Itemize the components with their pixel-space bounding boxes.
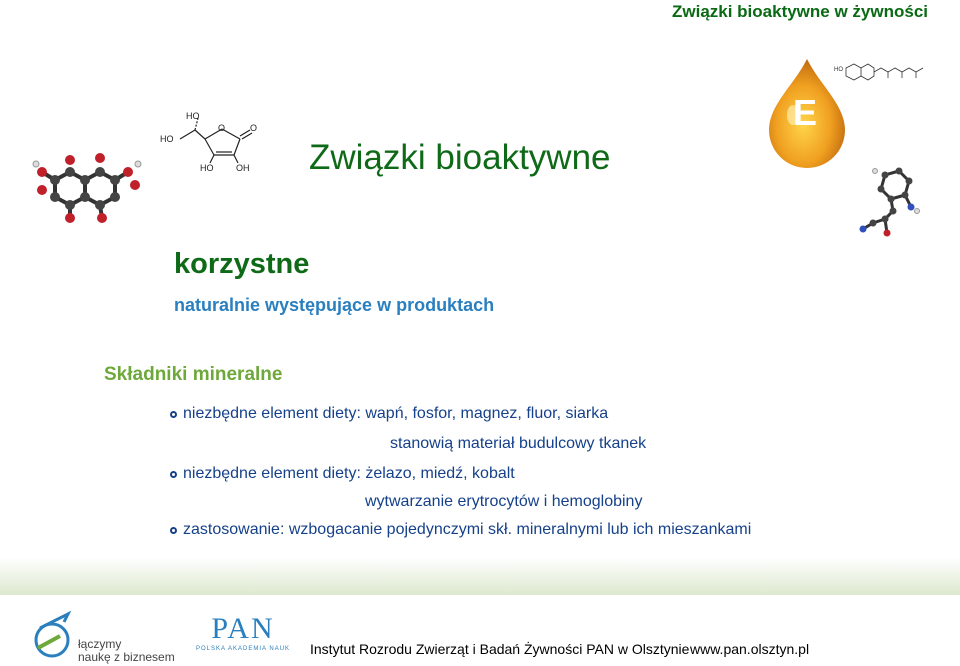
subtitle-natural: naturalnie występujące w produktach bbox=[174, 295, 495, 315]
ascorbic-acid-structure bbox=[150, 105, 265, 175]
bullet-dot-icon bbox=[170, 411, 177, 418]
laczymy-logo-icon bbox=[30, 608, 80, 660]
pan-logo-text: PAN bbox=[211, 612, 275, 645]
bullet-note-2: wytwarzanie erytrocytów i hemoglobiny bbox=[365, 493, 643, 510]
bullet-text-2: niezbędne element diety: żelazo, miedź, kobalt bbox=[183, 465, 515, 482]
footer-url[interactable]: www.pan.olsztyn.pl bbox=[690, 641, 810, 657]
bullet-dot-icon bbox=[170, 527, 177, 534]
ascorbic-label-oh: OH bbox=[236, 163, 250, 173]
tryptophan-molecule-icon bbox=[855, 165, 925, 240]
logo1-line2: naukę z biznesem bbox=[78, 650, 175, 664]
ascorbic-label-ho3: HO bbox=[200, 163, 214, 173]
logo1-text bbox=[78, 638, 175, 664]
ascorbic-label-o1: O bbox=[218, 123, 226, 133]
pan-logo bbox=[196, 612, 290, 652]
bullet-item-1 bbox=[170, 405, 608, 423]
ascorbic-label-ho1: HO bbox=[186, 111, 200, 121]
ascorbic-label-ho2: HO bbox=[160, 134, 174, 144]
tocopherol-structure bbox=[834, 62, 926, 86]
bullet-item-3 bbox=[170, 521, 751, 539]
section-heading: Składniki mineralne bbox=[104, 364, 283, 385]
subtitle-korzystne: korzystne bbox=[174, 248, 310, 280]
pan-logo-small: POLSKA AKADEMIA NAUK bbox=[196, 646, 291, 652]
vitamin-e-letter: E bbox=[793, 92, 818, 133]
header-title: Związki bioaktywne w żywności bbox=[671, 2, 928, 21]
logo1-line1: łączymy bbox=[78, 637, 122, 651]
slide-title: Związki bioaktywne bbox=[309, 138, 611, 177]
footer-band bbox=[0, 557, 960, 595]
bullet-note-1: stanowią materiał budulcowy tkanek bbox=[390, 435, 647, 452]
bullet-dot-icon bbox=[170, 471, 177, 478]
ascorbic-label-o2: O bbox=[250, 123, 258, 133]
bullet-item-2 bbox=[170, 465, 515, 483]
footer-institute: Instytut Rozrodu Zwierząt i Badań Żywności PAN w Olsztynie bbox=[310, 641, 690, 657]
ellagic-acid-molecule-icon bbox=[30, 150, 150, 230]
bullet-text-1: niezbędne element diety: wapń, fosfor, magnez, fluor, siarka bbox=[183, 405, 609, 422]
tocopherol-label-ho: HO bbox=[834, 67, 843, 73]
bullet-text-3: zastosowanie: wzbogacanie pojedynczymi skł. mineralnymi lub ich mieszankami bbox=[183, 521, 752, 538]
